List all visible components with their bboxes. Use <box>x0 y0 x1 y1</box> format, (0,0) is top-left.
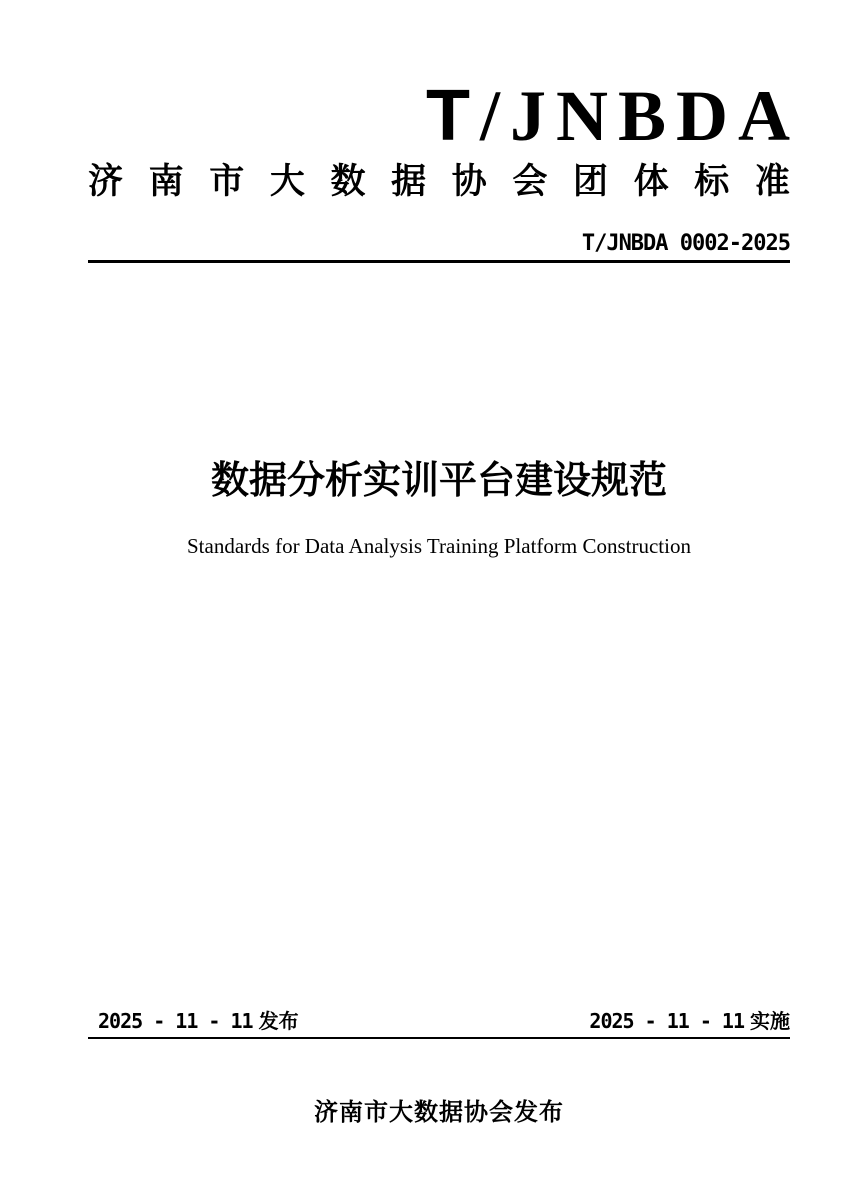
org-title-char: 济 <box>88 162 124 201</box>
implement-label: 实施 <box>750 1011 790 1033</box>
publish-date: 2025 - 11 - 11 <box>98 1009 253 1033</box>
implement-date: 2025 - 11 - 11 <box>589 1009 744 1033</box>
org-title-char: 团 <box>573 162 609 201</box>
org-title-char: 协 <box>451 162 487 201</box>
publish-label: 发布 <box>258 1011 299 1033</box>
org-title-char: 标 <box>694 162 730 201</box>
org-title-char: 体 <box>633 162 669 201</box>
implement-date-block <box>589 1008 790 1035</box>
org-title-char: 市 <box>209 162 245 201</box>
org-title-char: 南 <box>148 162 184 201</box>
document-title-cn: 数据分析实训平台建设规范 <box>210 460 667 502</box>
masthead-logo-suffix: /JNBDA <box>479 76 800 156</box>
dates-row <box>88 1008 790 1035</box>
header-rule <box>88 260 790 263</box>
footer-rule <box>88 1037 790 1039</box>
publish-date-block <box>88 1008 299 1035</box>
masthead-logo <box>426 76 800 156</box>
org-title-char: 据 <box>391 162 427 201</box>
org-title-char: 数 <box>330 162 366 201</box>
publisher-line: 济南市大数据协会发布 <box>314 1099 564 1126</box>
masthead-logo-prefix: T <box>426 76 480 156</box>
document-title-en: Standards for Data Analysis Training Platform Construction <box>187 534 691 558</box>
standard-number: T/JNBDA 0002-2025 <box>581 231 790 256</box>
org-title-char: 大 <box>269 162 305 201</box>
org-title-char: 会 <box>512 162 548 201</box>
org-title-row <box>88 162 790 202</box>
org-title-char: 准 <box>754 162 790 201</box>
